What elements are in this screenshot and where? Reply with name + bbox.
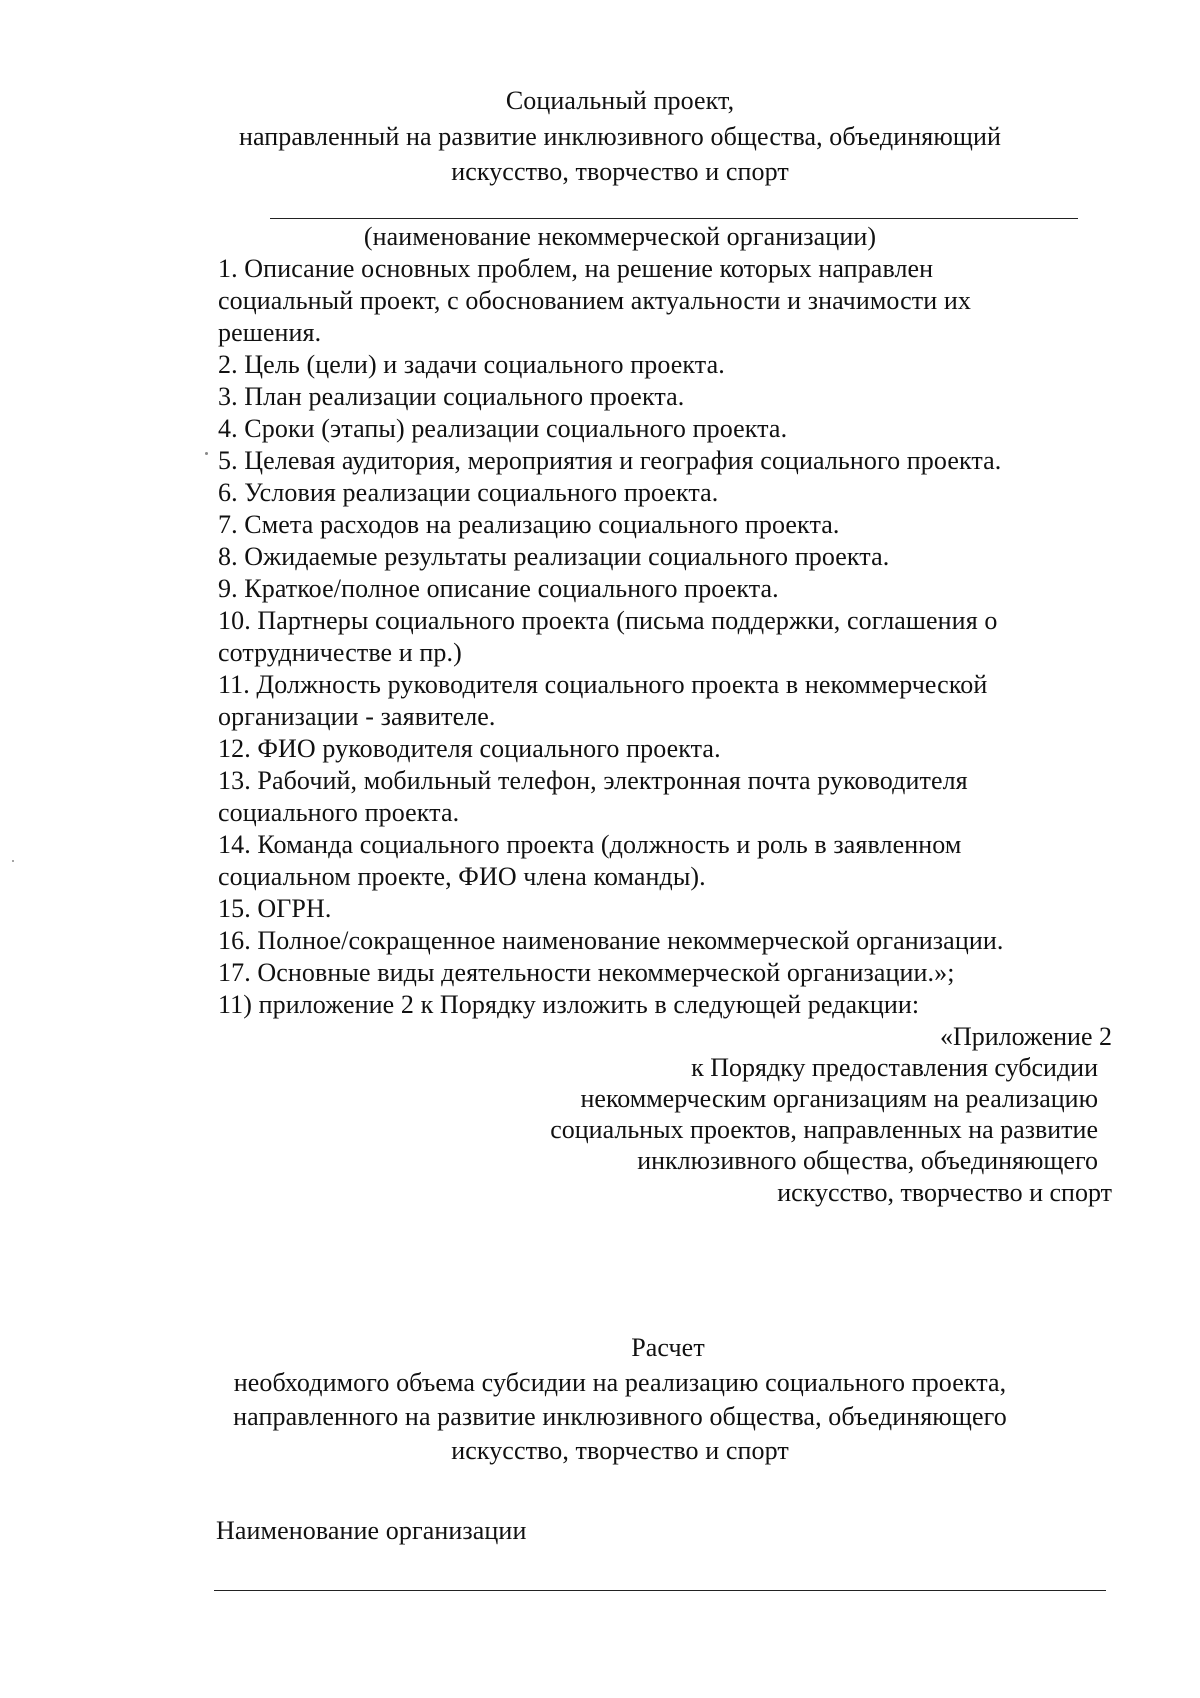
list-line: социальном проекте, ФИО члена команды). [218,862,706,891]
calculation-title-line-2: необходимого объема субсидии на реализацию социального проекта, [233,1368,1007,1397]
list-line: социальный проект, с обоснованием актуальности и значимости их [218,286,972,315]
list-line: 7. Смета расходов на реализацию социального проекта. [218,510,840,539]
list-line: 3. План реализации социального проекта. [218,382,685,411]
list-line: организации - заявителе. [218,702,496,731]
organization-name-label: Наименование организации [216,1516,527,1545]
list-line: решения. [218,318,322,347]
appendix-line: некоммерческим организациям на реализацию [580,1084,1098,1113]
list-line: 17. Основные виды деятельности некоммерческой организации.»; [218,958,955,987]
appendix-line: «Приложение 2 [939,1022,1112,1051]
appendix-line: социальных проектов, направленных на развитие [550,1115,1098,1144]
project-title-line-2: направленный на развитие инклюзивного общества, объединяющий [238,122,1002,151]
list-line: 1. Описание основных проблем, на решение которых направлен [218,254,934,283]
list-line: сотрудничестве и пр.) [218,638,462,667]
list-line: 5. Целевая аудитория, мероприятия и география социального проекта. [218,446,1002,475]
list-line: 10. Партнеры социального проекта (письма поддержки, соглашения о [218,606,998,635]
list-line: социального проекта. [218,798,460,827]
list-line: 11) приложение 2 к Порядку изложить в следующей редакции: [218,990,920,1019]
organization-name-caption: (наименование некоммерческой организации) [363,222,877,251]
scan-speck [12,860,14,862]
organization-name-blank-line [270,218,1078,219]
list-line: 15. ОГРН. [218,894,332,923]
list-line: 8. Ожидаемые результаты реализации социального проекта. [218,542,890,571]
list-line: 2. Цель (цели) и задачи социального проекта. [218,350,725,379]
list-line: 16. Полное/сокращенное наименование некоммерческой организации. [218,926,1004,955]
scan-speck [205,452,208,455]
project-title-line-1: Социальный проект, [505,86,735,115]
calculation-title-line-3: направленного на развитие инклюзивного общества, объединяющего [233,1402,1007,1431]
project-title-line-3: искусство, творчество и спорт [451,157,789,186]
list-line: 6. Условия реализации социального проекта. [218,478,719,507]
appendix-line: искусство, творчество и спорт [777,1178,1112,1207]
list-line: 9. Краткое/полное описание социального проекта. [218,574,779,603]
calculation-title-line-4: искусство, творчество и спорт [451,1436,789,1465]
appendix-line: инклюзивного общества, объединяющего [637,1146,1098,1175]
list-line: 14. Команда социального проекта (должность и роль в заявленном [218,830,962,859]
calculation-title-line-1: Расчет [631,1333,705,1362]
list-line: 4. Сроки (этапы) реализации социального проекта. [218,414,788,443]
list-line: 11. Должность руководителя социального проекта в некоммерческой [218,670,988,699]
list-line: 13. Рабочий, мобильный телефон, электронная почта руководителя [218,766,968,795]
appendix-line: к Порядку предоставления субсидии [691,1053,1098,1082]
organization-name-fill-line [214,1590,1106,1591]
list-line: 12. ФИО руководителя социального проекта. [218,734,721,763]
